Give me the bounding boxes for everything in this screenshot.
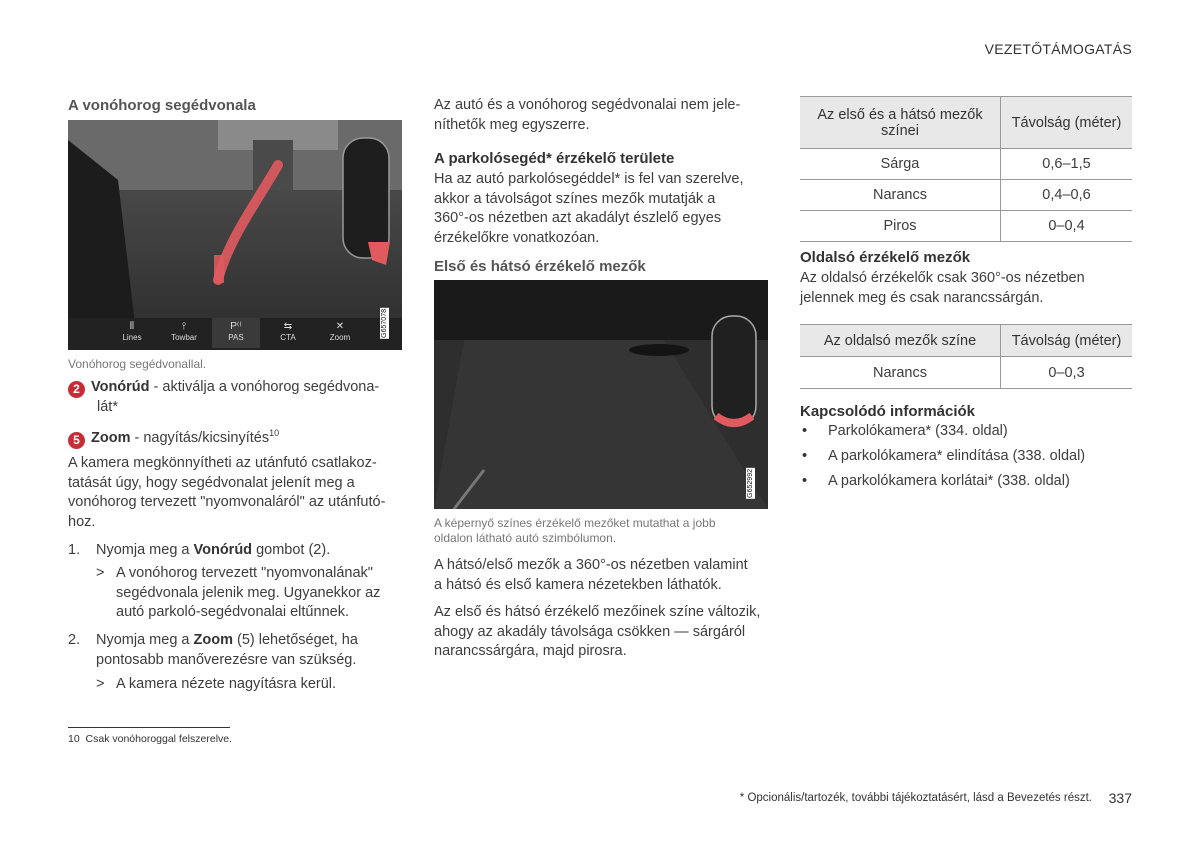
line: jelennek meg és csak narancssárgán. (800, 289, 1044, 306)
line: oldalon látható autó szimbólumon. (434, 531, 617, 545)
line: Az oldalsó érzékelők csak 360°-os nézetben (800, 270, 1085, 286)
callout-badge: 2 (68, 381, 85, 398)
footnote-ref: 10 (269, 428, 280, 438)
intro-paragraph (434, 96, 770, 135)
toolbar-button-towbar[interactable] (160, 318, 208, 348)
table-cell: 0–0,3 (1001, 357, 1133, 389)
table-cell: 0,6–1,5 (1001, 149, 1133, 180)
cta-icon: ⇆ (283, 321, 293, 332)
towbar-icon: ⫯ (181, 321, 187, 332)
related-link[interactable]: • A parkolókamera* elindítása (338. oldal) (800, 444, 1132, 469)
toolbar-button-cta[interactable] (264, 318, 312, 348)
front-rear-sensor-heading: Első és hátsó érzékelő mezők (434, 258, 646, 275)
callout-badge: 5 (68, 432, 85, 449)
image-code: G652992 (747, 469, 754, 498)
line: Az első és hátsó érzékelő mezőinek színe változik, (434, 604, 761, 620)
result-marker: > (96, 565, 105, 581)
term: Vonórúd (193, 542, 253, 558)
line: tatását úgy, hogy segédvonalat jelenít meg a (68, 474, 355, 491)
sensor-field-scene (434, 280, 768, 509)
body-paragraph (68, 454, 398, 532)
line: akkor a távolságot színes mezők mutatják a (434, 190, 716, 207)
footer-note: * Opcionális/tartozék, további tájékoztatásért, lásd a Bevezetés részt. (739, 792, 1092, 804)
image-caption: Vonóhorog segédvonallal. (68, 357, 207, 371)
callout-item-towbar (68, 378, 398, 418)
sensor-area-heading: A parkolósegéd* érzékelő területe (434, 150, 675, 167)
step-text (96, 631, 358, 670)
sensor-field-image (434, 280, 768, 509)
side-sensor-paragraph (800, 269, 1132, 308)
section-title: VEZETŐTÁMOGATÁS (984, 41, 1132, 57)
result-text (116, 564, 380, 623)
side-distance-table (800, 324, 1132, 389)
step-1-result (68, 564, 398, 624)
line: A képernyő színes érzékelő mezőket mutathat a jobb (434, 516, 716, 530)
toolbar-button-pas[interactable] (212, 318, 260, 348)
table-row (800, 211, 1132, 242)
table-cell: Piros (800, 211, 1001, 242)
line: níthetők meg egyszerre. (434, 116, 590, 133)
line: a hátsó és első kamera nézetekben láthatók. (434, 576, 722, 593)
step-number: 1. (68, 542, 81, 558)
step-2-result (68, 675, 398, 695)
line: ahogy az akadály távolsága csökken — sárgáról (434, 623, 746, 640)
footnote-text: Csak vonóhoroggal felszerelve. (85, 733, 233, 745)
text: pontosabb manőverezésre van szükség. (96, 651, 357, 668)
toolbar-button-lines[interactable] (108, 318, 156, 348)
table-cell: Narancs (800, 357, 1001, 389)
related-info-heading: Kapcsolódó információk (800, 403, 976, 420)
related-links-list (800, 419, 1132, 494)
pas-icon: P⁽⁽ (230, 321, 242, 332)
text: gombot (2). (252, 542, 331, 558)
table-header: Távolság (méter) (1001, 325, 1133, 357)
table-row (800, 149, 1132, 180)
table-header-row (800, 325, 1132, 357)
camera-toolbar (106, 318, 402, 350)
body-paragraph (434, 556, 770, 595)
step-1 (68, 541, 398, 561)
towbar-guide-heading: A vonóhorog segédvonala (68, 97, 256, 114)
body-paragraph (434, 603, 770, 662)
term: Zoom (91, 429, 131, 446)
line: vonóhorog tervezett "nyomvonaláról" az utánfutó- (68, 494, 386, 510)
related-link[interactable]: • Parkolókamera* (334. oldal) (800, 419, 1132, 444)
callout-text: lát* (97, 399, 118, 415)
table-row (800, 180, 1132, 211)
table-row (800, 357, 1132, 389)
page-number: 337 (1108, 790, 1132, 806)
table-header: Az oldalsó mezők színe (800, 325, 1001, 357)
text: (5) lehetőséget, ha (232, 632, 358, 648)
lines-icon: ⦀ (129, 321, 135, 332)
result-text: A kamera nézete nagyításra kerül. (116, 676, 337, 692)
line: 360°-os nézetben azt akadályt észlelő egyes (434, 210, 722, 226)
related-link[interactable]: • A parkolókamera korlátai* (338. oldal) (800, 469, 1132, 494)
front-rear-distance-table (800, 96, 1132, 242)
step-2 (68, 631, 398, 671)
line: segédvonala jelenik meg. Ugyanekkor az (116, 584, 381, 601)
line: A kamera megkönnyítheti az utánfutó csatlakoz- (68, 455, 377, 471)
line: hoz. (68, 513, 96, 530)
toolbar-label: Towbar (171, 333, 197, 342)
term: Zoom (193, 632, 233, 648)
table-header: Az első és a hátsó mezők színei (800, 97, 1001, 149)
table-header-row (800, 97, 1132, 149)
table-cell: Sárga (800, 149, 1001, 180)
toolbar-label: CTA (280, 333, 296, 342)
sensor-area-paragraph (434, 170, 770, 248)
table-cell: Narancs (800, 180, 1001, 211)
footnote-divider (68, 727, 230, 728)
footnote-number: 10 (68, 733, 80, 745)
line: A hátsó/első mezők a 360°-os nézetben valamint (434, 557, 748, 573)
text: Nyomja meg a (96, 632, 194, 648)
line: Az autó és a vonóhorog segédvonalai nem jele- (434, 97, 741, 113)
image-code: G657078 (381, 309, 388, 338)
toolbar-label: Lines (122, 333, 142, 342)
footnote (68, 733, 232, 745)
line: autó parkoló-segédvonalai eltűnnek. (116, 604, 349, 620)
table-cell: 0–0,4 (1001, 211, 1133, 242)
result-marker: > (96, 676, 105, 692)
step-number: 2. (68, 632, 81, 648)
table-cell: 0,4–0,6 (1001, 180, 1133, 211)
zoom-icon: ✕ (335, 321, 345, 332)
callout-text: - aktiválja a vonóhorog segédvona- (149, 379, 380, 395)
toolbar-label: PAS (228, 333, 244, 342)
callout-item-zoom (68, 424, 398, 449)
callout-text: - nagyítás/kicsinyítés (130, 429, 270, 446)
towbar-camera-image (68, 120, 402, 350)
image-caption (434, 516, 770, 546)
towbar-camera-scene (68, 120, 402, 350)
line: A vonóhorog tervezett "nyomvonalának" (116, 565, 373, 581)
toolbar-label: Zoom (329, 333, 351, 342)
table-header: Távolság (méter) (1001, 97, 1133, 149)
text: Nyomja meg a (96, 542, 194, 558)
step-text (96, 541, 330, 561)
line: érzékelőkre vonatkozóan. (434, 229, 600, 246)
side-sensor-heading: Oldalsó érzékelő mezők (800, 249, 971, 266)
line: narancssárgára, majd pirosra. (434, 643, 627, 659)
term: Vonórúd (91, 379, 150, 395)
line: Ha az autó parkolósegéddel* is fel van szerelve, (434, 171, 744, 187)
toolbar-button-zoom[interactable] (316, 318, 364, 348)
